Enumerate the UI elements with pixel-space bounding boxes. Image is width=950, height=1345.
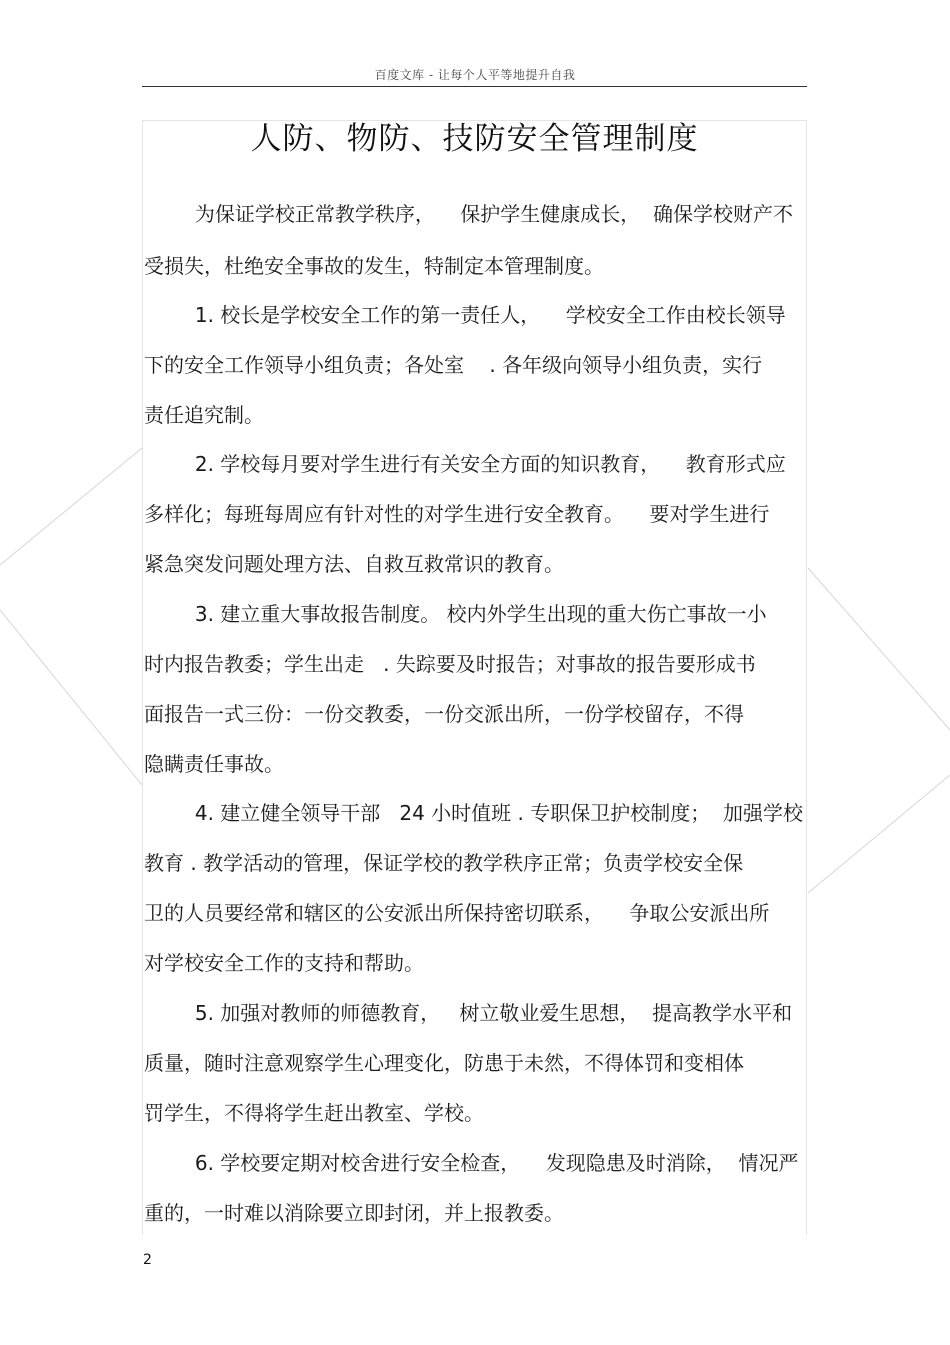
page-number: 2 bbox=[143, 1252, 152, 1268]
body-line: 多样化；每班每周应有针对性的对学生进行安全教育。 要对学生进行 bbox=[144, 502, 770, 526]
body-line: 4. 建立健全领导干部 24 小时值班 . 专职保卫护校制度； 加强学校 bbox=[144, 801, 803, 825]
body-line: 紧急突发问题处理方法、自救互救常识的教育。 bbox=[144, 552, 564, 576]
body-line: 受损失，杜绝安全事故的发生，特制定本管理制度。 bbox=[144, 254, 604, 278]
document-title: 人防、物防、技防安全管理制度 bbox=[250, 121, 699, 157]
body-line: 重的，一时难以消除要立即封闭，并上报教委。 bbox=[144, 1201, 564, 1225]
body-line: 2. 学校每月要对学生进行有关安全方面的知识教育， 教育形式应 bbox=[144, 452, 786, 476]
body-line: 罚学生，不得将学生赶出教室、学校。 bbox=[144, 1101, 484, 1125]
body-line: 5. 加强对教师的师德教育， 树立敬业爱生思想， 提高教学水平和 bbox=[144, 1001, 793, 1025]
body-line: 下的安全工作领导小组负责；各处室 . 各年级向领导小组负责，实行 bbox=[144, 353, 763, 377]
body-line: 隐瞒责任事故。 bbox=[144, 752, 284, 776]
body-line: 卫的人员要经常和辖区的公安派出所保持密切联系， 争取公安派出所 bbox=[144, 901, 770, 925]
body-line: 6. 学校要定期对校舍进行安全检查， 发现隐患及时消除， 情况严 bbox=[144, 1151, 799, 1175]
body-line: 1. 校长是学校安全工作的第一责任人， 学校安全工作由校长领导 bbox=[144, 303, 786, 327]
body-line: 为保证学校正常教学秩序， 保护学生健康成长， 确保学校财产不 bbox=[144, 202, 794, 226]
body-line: 3. 建立重大事故报告制度。 校内外学生出现的重大伤亡事故一小 bbox=[144, 602, 767, 626]
body-line: 质量，随时注意观察学生心理变化，防患于未然，不得体罚和变相体 bbox=[144, 1051, 744, 1075]
body-line: 时内报告教委；学生出走 . 失踪要及时报告；对事故的报告要形成书 bbox=[144, 652, 756, 676]
body-line: 责任追究制。 bbox=[144, 403, 264, 427]
content-frame-right bbox=[806, 120, 807, 1235]
body-line: 对学校安全工作的支持和帮助。 bbox=[144, 951, 424, 975]
body-line: 教育 . 教学活动的管理，保证学校的教学秩序正常；负责学校安全保 bbox=[144, 851, 744, 875]
content-frame-left bbox=[142, 120, 143, 1235]
page-header-text: 百度文库 - 让每个人平等地提升自我 bbox=[374, 68, 576, 82]
body-line: 面报告一式三份：一份交教委，一份交派出所，一份学校留存，不得 bbox=[144, 702, 744, 726]
